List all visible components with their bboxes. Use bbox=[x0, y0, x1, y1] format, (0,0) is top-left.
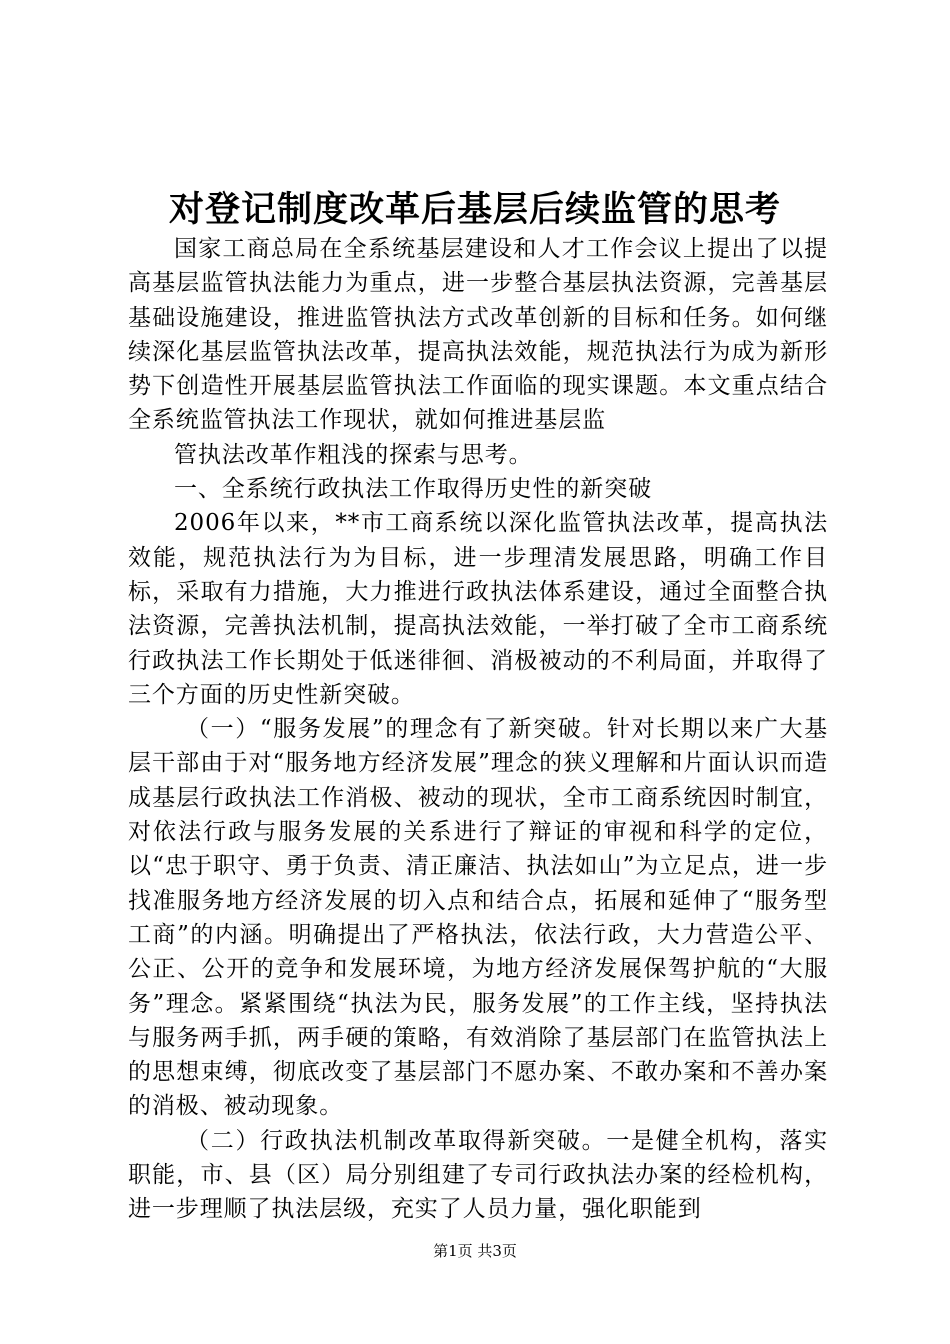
document-title: 对登记制度改革后基层后续监管的思考 bbox=[168, 189, 781, 230]
paragraph-intro-continued: 管执法改革作粗浅的探索与思考。 bbox=[174, 441, 533, 468]
paragraph-enforcement-mechanism: （二）行政执法机制改革取得新突破。一是健全机构，落实职能，市、县（区）局分别组建了专司行政执法办案的经检机构，进一步理顺了执法层级，充实了人员力量，强化职能到 bbox=[128, 1127, 828, 1223]
paragraph-since-2006: 2006年以来，**市工商系统以深化监管执法改革，提高执法效能，规范执法行为为目标，进一步理清发展思路，明确工作目标，采取有力措施，大力推进行政执法体系建设，通过全面整合执法资源，完善执法机制，提高执法效能，一举打破了全市工商系统行政执法工作长期处于低迷徘徊、消极被动的不利局面，并取得了三个方面的历史性新突破。 bbox=[128, 510, 828, 708]
section-heading: 一、全系统行政执法工作取得历史性的新突破 bbox=[174, 476, 652, 503]
paragraph-intro: 国家工商总局在全系统基层建设和人才工作会议上提出了以提高基层监管执法能力为重点，进一步整合基层执法资源，完善基层基础设施建设，推进监管执法方式改革创新的目标和任务。如何继续深化基层监管执法改革，提高执法效能，规范执法行为成为新形势下创造性开展基层监管执法工作面临的现实课题。本文重点结合全系统监管执法工作现状，就如何推进基层监 bbox=[128, 236, 828, 434]
page-number-footer: 第1页 共3页 bbox=[433, 1242, 517, 1260]
document-body bbox=[128, 232, 828, 1227]
paragraph-service-development: （一）“服务发展”的理念有了新突破。针对长期以来广大基层干部由于对“服务地方经济发展”理念的狭义理解和片面认识而造成基层行政执法工作消极、被动的现状，全市工商系统因时制宜，对依法行政与服务发展的关系进行了辩证的审视和科学的定位，以“忠于职守、勇于负责、清正廉洁、执法如山”为立足点，进一步找准服务地方经济发展的切入点和结合点，拓展和延伸了“服务型工商”的内涵。明确提出了严格执法，依法行政，大力营造公平、公正、公开的竞争和发展环境，为地方经济发展保驾护航的“大服务”理念。紧紧围绕“执法为民，服务发展”的工作主线，坚持执法与服务两手抓，两手硬的策略，有效消除了基层部门在监管执法上的思想束缚，彻底改变了基层部门不愿办案、不敢办案和不善办案的消极、被动现象。 bbox=[128, 716, 828, 1120]
